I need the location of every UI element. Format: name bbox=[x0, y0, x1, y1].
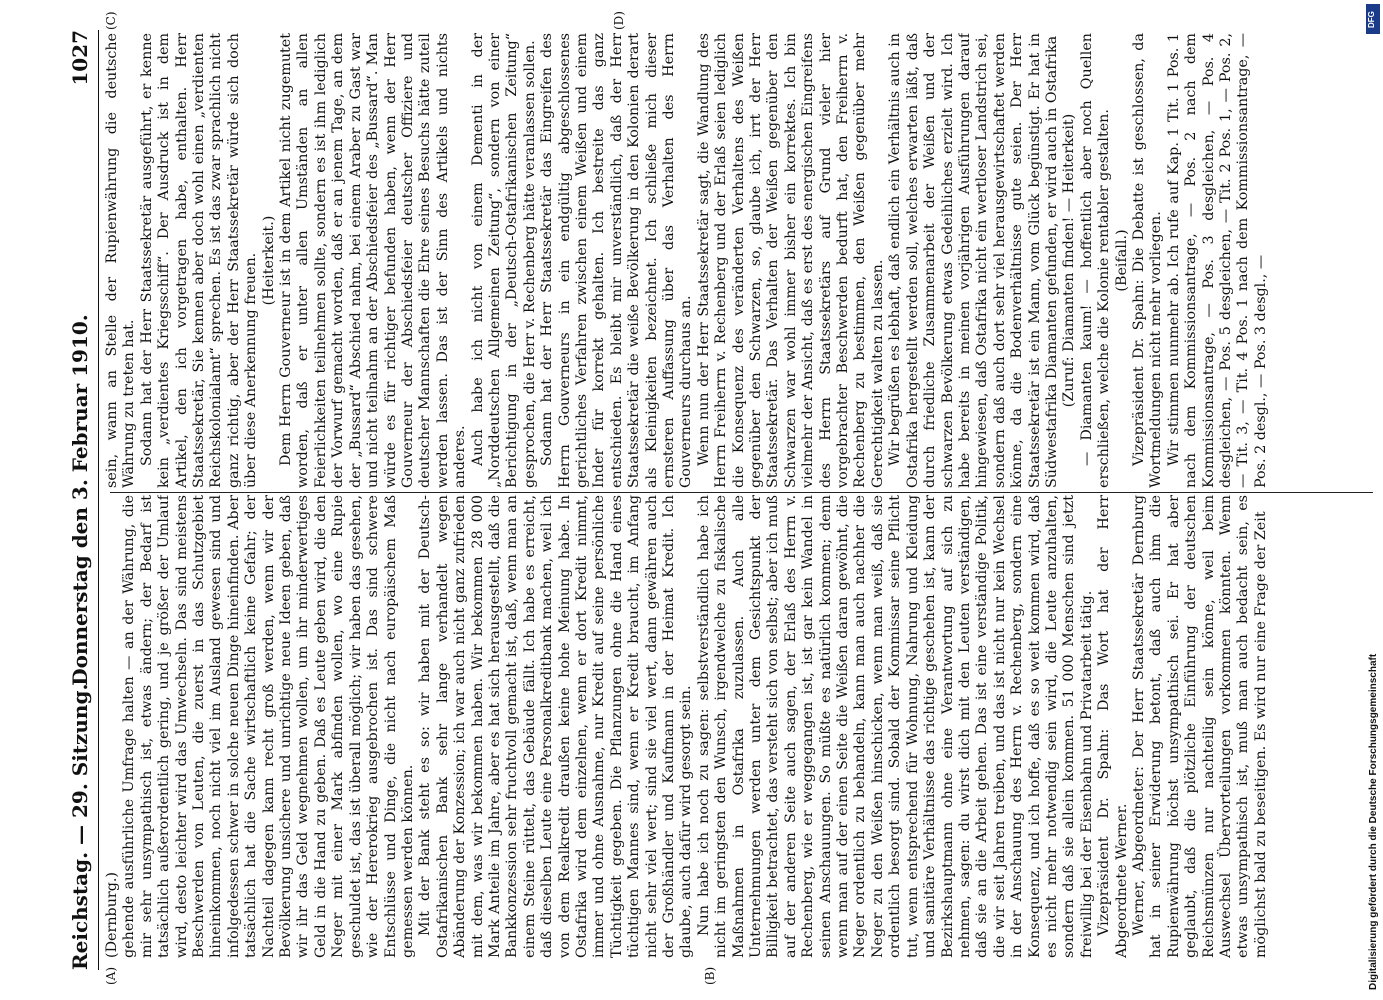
paragraph: Auch habe ich nicht von einem Dementi in der „Norddeutschen Allgemeinen Zeitung“, sondern von einer Berichtigung in der „Deutsch-Ostafrikanischen Zeitung“ gesprochen, die Herr v. Rechenberg hätte veranlassen sollen. bbox=[469, 33, 538, 488]
vice-president-line: Vizepräsident Dr. Spahn: Das Wort hat der Herr Abgeordnete Werner. bbox=[1096, 495, 1130, 958]
header-session: Reichstag. — 29. Sitzung. bbox=[68, 683, 92, 970]
speaker-tag: (Dernburg.) bbox=[104, 871, 120, 958]
credit-text: Digitalisierung gefördert durch die Deutsche Forschungsgemeinschaft bbox=[1368, 653, 1379, 990]
interjection: (Beifall.) bbox=[1113, 229, 1130, 292]
margin-marker-b: (B) bbox=[703, 966, 717, 985]
margin-marker-d: (D) bbox=[612, 11, 626, 30]
page-number: 1027 bbox=[68, 30, 92, 86]
margin-marker-c: (C) bbox=[104, 11, 118, 30]
werner-speech: Werner, Abgeordneter: Der Herr Staatssekretär Dernburg hat in seiner Erwiderung betont, daß auch ihm die Rupienwährung höchst unsympathisch sei. Er hat aber geglaubt, daß die plötzliche Einführung der deutschen Reichsmünzen nur nachteilig sein könne, weil beim Auswechsel Übervorteilungen vorkommen könnten. Wenn etwas unsympathisch ist, muß man auch bedacht sein, es möglichst bald zu beseitigen. Es wird nur eine Frage der Zeit bbox=[1130, 495, 1269, 958]
paragraph: Wir stimmen nunmehr ab. Ich rufe auf Kap. 1 Tit. 1 Pos. 1 nach dem Kommissionsantrage, — Pos. 2 nach dem Kommissionsantrage, — Pos. 3 desgleichen, — Pos. 4 desgleichen, — Pos. 5 desgleichen, — Tit. 2 Pos. 1, — Pos. 2, — Tit. 3, — Tit. 4 Pos. 1 nach dem Kommissionsantrage, — Pos. 2 desgl., — Pos. 3 desgl., — bbox=[1165, 33, 1269, 488]
paragraph: Dem Herrn Gouverneur ist in dem Artikel nicht zugemutet worden, daß er unter allen Umständen an allen Feierlichkeiten teilnehmen sollte, sondern es ist ihm lediglich der Vorwurf gemacht worden, daß er an jenem Tage, an dem der „Bussard“ Abschied nahm, bei einem Araber zu Gast war und nicht teilnahm an der Abschiedsfeier des „Bussard“. Man würde es für richtiger befunden haben, wenn der Herr Gouverneur der Abschiedsfeier deutscher Offiziere und deutscher Mannschaften die Ehre seines Besuchs hätte zuteil werden lassen. Das ist der Sinn des Artikels und nichts anderes. bbox=[278, 33, 469, 488]
dfg-logo: DFG bbox=[1366, 4, 1380, 34]
header-date: Donnerstag den 3. Februar 1910. bbox=[68, 314, 92, 686]
paragraph: Wir begrüßen es lebhaft, daß endlich ein Verhältnis auch in Ostafrika hergestellt werden soll, welches erwarten läßt, daß durch friedliche Zusammenarbeit der Weißen und der schwarzen Bevölkerung etwas Gedeihliches erzielt wird. Ich habe bereits in meinen vorjährigen Ausführungen darauf hingewiesen, daß Ostafrika nicht ein wertloser Landstrich sei, sondern daß auch dort sehr viel herausgewirtschaftet werden könne, da die Bodenverhältnisse gute seien. Der Herr Staatssekretär ist ein Mann, vom Glück begünstigt. Er hat in Südwestafrika Diamanten gefunden, er wird auch in Ostafrika bbox=[887, 33, 1060, 488]
column-divider bbox=[110, 492, 1373, 493]
interjection: (Heiterkeit.) bbox=[260, 215, 277, 306]
paragraph: Nun habe ich noch zu sagen: selbstverständlich habe ich nicht im geringsten den Wunsch, irgendwelche zu fiskalische Maßnahmen in Ostafrika zuzulassen. Auch alle Unternehmungen werden unter dem Gesichtspunkt der Billigkeit betrachtet, das versteht sich von selbst; aber ich muß auf der anderen Seite auch sagen, der Erlaß des Herrn v. Rechenberg, wie er weggegangen ist, ist gar kein Wandel in seinen Anschauungen. So müßte es natürlich kommen; denn wenn man auf der einen Seite die Weißen daran gewöhnt, die Neger ordentlich zu behandeln, kann man auch nachher die Neger zu den Weißen hinschicken, wenn man weiß, daß sie ordentlich besorgt sind. Sobald der Kommissar seine Pflicht tut, wenn entsprechend für Wohnung, Nahrung und Kleidung und sanitäre Verhältnisse das richtige geschehen ist, kann der Bezirkshauptmann ohne eine Verantwortung auf sich zu nehmen, sagen: du wirst dich mit den Leuten verständigen, daß sie an die Arbeit gehen. Das ist eine verständige Politik, die wir seit Jahren treiben, und das ist nicht nur kein Wechsel in der Anschauung des Herrn v. Rechenberg, sondern eine Konsequenz, und ich hoffe, daß es so weit kommen wird, daß es nicht mehr notwendig sein wird, die Leute anzuhalten, sondern daß sie allein kommen. 51 000 Menschen sind jetzt freiwillig bei der Eisenbahn und Privatarbeit tätig. bbox=[695, 495, 1095, 958]
digitization-credit bbox=[1366, 10, 1380, 990]
page-header bbox=[58, 30, 99, 970]
paragraph: Sodann hat der Herr Staatssekretär das Eingreifen des Herrn Gouverneurs in ein endgültig abgeschlossenes gerichtliches Verfahren zwischen einem Weißen und einem Inder für korrekt gehalten. Ich bestreite das ganz entschieden. Es bleibt mir unverständlich, daß der Herr Staatssekretär die weiße Bevölkerung in den Kolonien derart als Kleinigkeiten bezeichnet. Ich schließe mich dieser ernsteren Auffassung über das Verhalten des Herrn Gouverneurs durchaus an. bbox=[539, 33, 695, 488]
margin-marker-a: (A) bbox=[104, 966, 118, 985]
left-column bbox=[104, 495, 1375, 958]
paragraph: gehende ausführliche Umfrage halten — an der Währung, die mir sehr unsympathisch ist, etwas ändern; der Bedarf ist tatsächlich außerordentlich gering, und je größer der Umlauf wird, desto leichter wird das Umwechseln. Das sind meistens Beschwerden von Leuten, die zuerst in das Schutzgebiet hineinkommen, noch nicht viel im Ausland gewesen sind und infolgedessen schwer in solche neuen Dinge hineinfinden. Aber tatsächlich hat die Sache wirtschaftlich keine Gefahr; der Nachteil dagegen kann recht groß werden, wenn wir der Bevölkerung unsichere und unrichtige neue Ideen geben, daß wir ihr das Geld wegnehmen wollen, um ihr minderwertiges Geld in die Hand zu geben. Daß es Leute geben wird, die den Neger mit einer Mark abfinden wollen, wo eine Rupie geschuldet ist, das ist überall möglich; wir haben das gesehen, wie der Hererokrieg ausgebrochen ist. Das sind schwere Entschlüsse und Dinge, die nicht nach europäischem Maß gemessen werden können. bbox=[121, 495, 416, 958]
paragraph: Wenn nun der Herr Staatssekretär sagt, die Wandlung des Herrn Freiherrn v. Rechenberg und der Erlaß seien lediglich die Konsequenz des veränderten Verhaltens des Weißen gegenüber den Schwarzen, so, glaube ich, irrt der Herr Staatssekretär. Das Verhalten der Weißen gegenüber den Schwarzen war wohl immer bisher ein korrektes. Ich bin vielmehr der Ansicht, daß es erst des energischen Eingreifens des Herrn Staatssekretärs auf Grund vieler hier vorgebrachter Beschwerden bedurft hat, den Freiherrn v. Rechenberg zu bestimmen, den Weißen gegenüber mehr Gerechtigkeit walten zu lassen. bbox=[695, 33, 886, 488]
paragraph: Mit der Bank steht es so: wir haben mit der Deutsch-Ostafrikanischen Bank sehr lange verhandelt wegen Abänderung der Konzession; ich war auch nicht ganz zufrieden mit dem, was wir bekommen haben. Wir bekommen 28 000 Mark Anteile im Jahre, aber es hat sich herausgestellt, daß die Bankkonzession sehr fruchtvoll gemacht ist, daß, wenn man an einem Steine rüttelt, das Gebäude fällt. Ich habe es erreicht, daß dieselben Leute eine Personalkreditbank machen, weil ich von dem Realkredit draußen keine hohe Meinung habe. In Ostafrika wird dem einzelnen, wenn er dort Kredit nimmt, immer und ohne Ausnahme, nur Kredit auf seine persönliche Tüchtigkeit gegeben. Die Pflanzungen ohne die Hand eines tüchtigen Mannes sind, wenn er Kredit braucht, im Anfang nicht sehr viel wert; sind sie viel wert, dann gewähren auch der Großhändler und Kaufmann in der Heimat Kredit. Ich glaube, auch dafür wird gesorgt sein. bbox=[417, 495, 695, 958]
paragraph: — Diamanten kaum! — hoffentlich aber noch Quellen erschließen, welche die Kolonie rentabler gestalten. bbox=[1078, 33, 1113, 488]
interjection: (Zuruf: Diamanten finden! — Heiterkeit) bbox=[1061, 113, 1078, 408]
paragraph: Vizepräsident Dr. Spahn: Die Debatte ist geschlossen, da Wortmeldungen nicht mehr vorliegen. bbox=[1130, 33, 1165, 488]
paragraph: Sodann hat der Herr Staatssekretär ausgeführt, er kenne kein „verdientes Kriegsschiff“. Der Ausdruck ist in dem Artikel, den ich vorgetragen habe, enthalten. Herr Staatssekretär, Sie kennen aber doch wohl einen „verdienten Reichskolonialamt“ sprechen. Es ist das zwar sprachlich nicht ganz richtig, aber der Herr Staatssekretär würde sich doch über diese Anerkennung freuen. bbox=[138, 33, 260, 488]
right-column bbox=[104, 33, 1375, 488]
paragraph: sein, wann an Stelle der Rupienwährung die deutsche Währung zu treten hat. bbox=[104, 33, 138, 488]
